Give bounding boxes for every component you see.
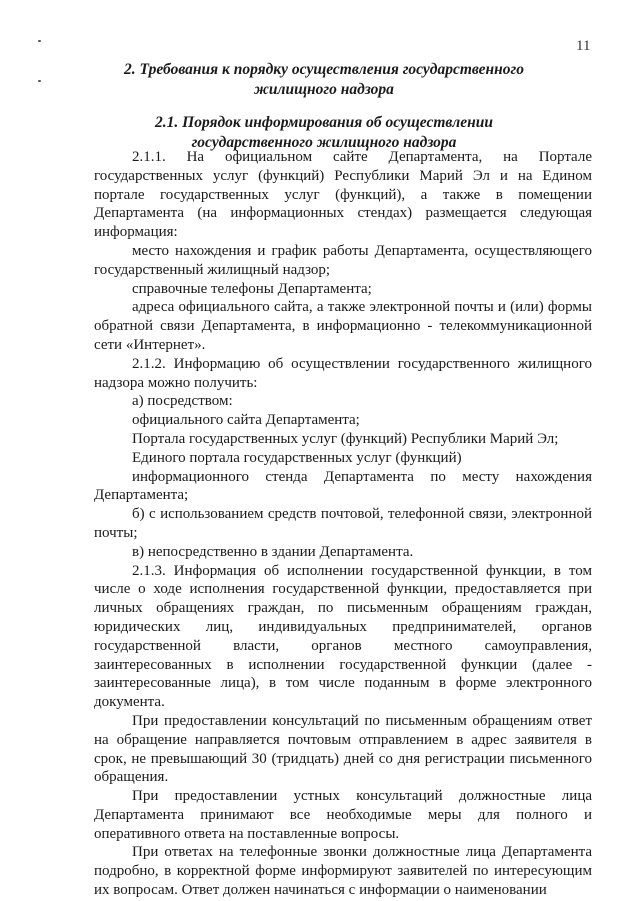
paragraph: адреса официального сайта, а также электронной почты и (или) формы обратной связи Департамента, в информационно - телекоммуникационной сети «Интернет». <box>94 299 592 353</box>
page-number: 11 <box>576 38 591 54</box>
paragraph: справочные телефоны Департамента; <box>132 280 372 297</box>
paragraph: место нахождения и график работы Департамента, осуществляющего государственный жилищный надзор; <box>94 242 592 278</box>
body-text <box>94 148 592 900</box>
paragraph: информационного стенда Департамента по месту нахождения Департамента; <box>94 468 592 504</box>
paragraph: Портала государственных услуг (функций) Республики Марий Эл; <box>132 430 559 447</box>
paragraph: а) посредством: <box>132 393 233 410</box>
paragraph: При предоставлении консультаций по письменным обращениям ответ на обращение направляется почтовым отправлением в адрес заявителя в срок, не превышающий 30 (тридцать) дней со дня регистрации письменного обращения. <box>94 712 592 786</box>
paragraph: 2.1.1. На официальном сайте Департамента, на Портале государственных услуг (функций) Республики Марий Эл и на Едином портале государственных услуг (функций), а также в помещении Департамента (на информационных стендах) размещается следующая информация: <box>94 149 592 241</box>
subsection-title: 2.1. Порядок информирования об осуществлении государственного жилищного надзора <box>155 114 493 151</box>
paragraph: При предоставлении устных консультаций должностные лица Департамента принимают все необходимые меры для полного и оперативного ответа на поставленные вопросы. <box>94 788 592 842</box>
scan-artifact-dot <box>38 80 41 82</box>
paragraph: Единого портала государственных услуг (функций) <box>132 449 462 466</box>
scan-artifact-dot <box>38 40 41 42</box>
paragraph: в) непосредственно в здании Департамента. <box>132 543 414 560</box>
paragraph: 2.1.3. Информация об исполнении государственной функции, в том числе о ходе исполнения государственной функции, предоставляется при личных обращениях граждан, по письменным обращениям граждан, юридических лиц, индивидуальных предпринимателей, органов государственной власти, органов местного самоуправления, заинтересованных в исполнении государственной функции (далее - заинтересованные лица), в том числе поданным в форме электронного документа. <box>94 562 592 711</box>
paragraph: При ответах на телефонные звонки должностные лица Департамента подробно, в корректной форме информируют заявителей по интересующим их вопросам. Ответ должен начинаться с информации о наименовании <box>94 844 592 899</box>
paragraph: 2.1.2. Информацию об осуществлении государственного жилищного надзора можно получить: <box>94 355 592 391</box>
section-title: 2. Требования к порядку осуществления государственного жилищного надзора <box>124 61 524 98</box>
paragraph: официального сайта Департамента; <box>132 412 360 429</box>
paragraph: б) с использованием средств почтовой, телефонной связи, электронной почты; <box>94 506 592 541</box>
